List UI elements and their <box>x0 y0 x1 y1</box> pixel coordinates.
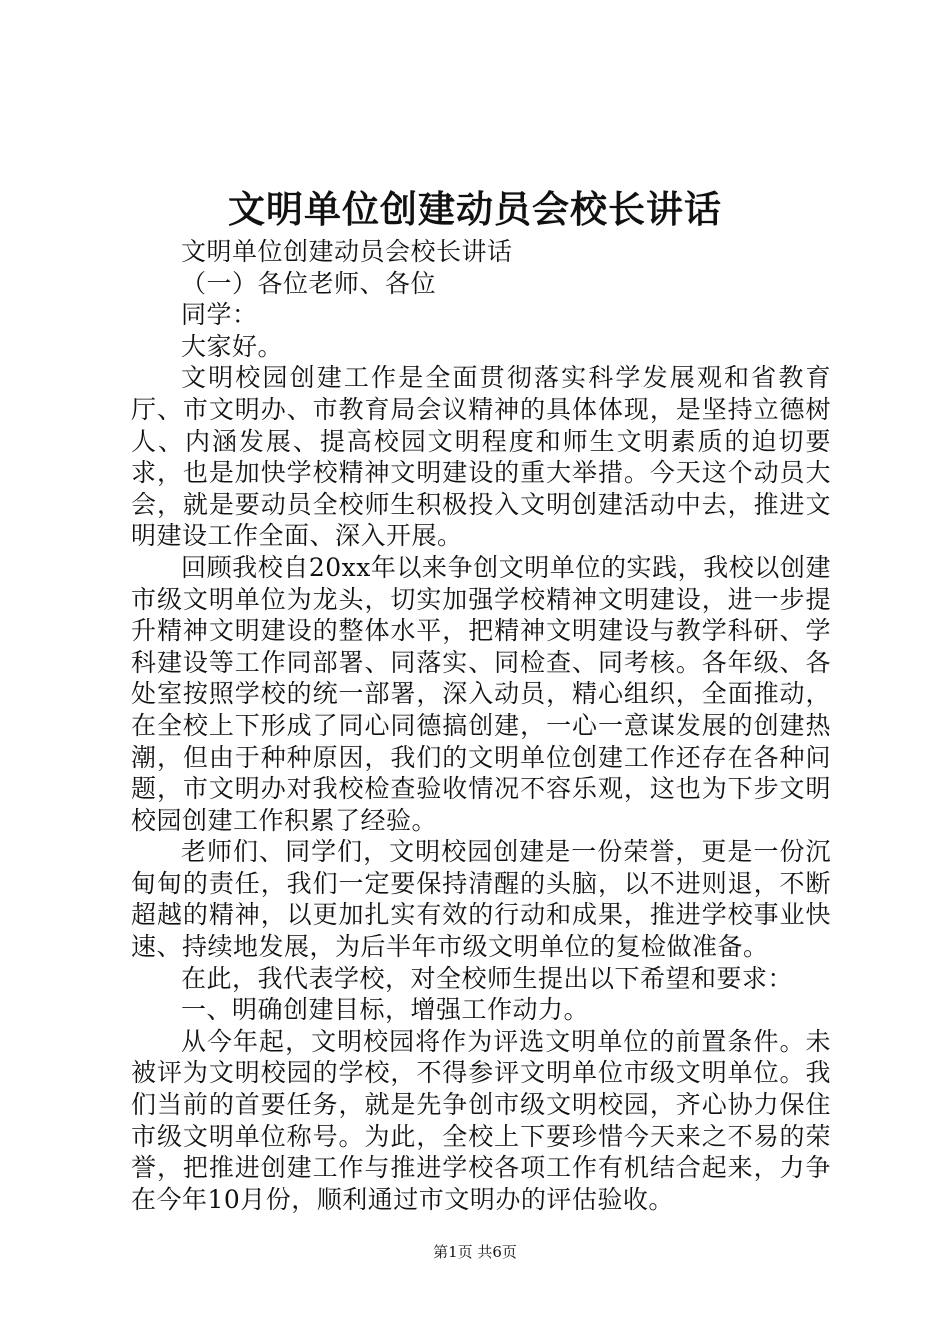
section-heading: 一、明确创建目标，增强工作动力。 <box>181 995 590 1025</box>
paragraph: 文明校园创建工作是全面贯彻落实科学发展观和省教育厅、市文明办、市教育局会议精神的具体体现，是坚持立德树人、内涵发展、提高校园文明程度和师生文明素质的迫切要求，也是加快学校精神文明建设的重大举措。今天这个动员大会，就是要动员全校师生积极投入文明创建活动中去，推进文明建设工作全面、深入开展。 <box>131 363 831 551</box>
page-number: 第1页 共6页 <box>433 1243 517 1261</box>
document-title: 文明单位创建动员会校长讲话 <box>228 187 722 231</box>
document-body <box>131 236 831 1215</box>
paragraph: 从今年起，文明校园将作为评选文明单位的前置条件。未被评为文明校园的学校，不得参评文明单位市级文明单位。我们当前的首要任务，就是先争创市级文明校园，齐心协力保住市级文明单位称号。为此，全校上下要珍惜今天来之不易的荣誉，把推进创建工作与推进学校各项工作有机结合起来，力争在今年10月份，顺利通过市文明办的评估验收。 <box>131 1026 831 1214</box>
paragraph: 回顾我校自20xx年以来争创文明单位的实践，我校以创建市级文明单位为龙头，切实加强学校精神文明建设，进一步提升精神文明建设的整体水平，把精神文明建设与教学科研、学科建设等工作同部署、同落实、同检查、同考核。各年级、各处室按照学校的统一部署，深入动员，精心组织，全面推动，在全校上下形成了同心同德搞创建，一心一意谋发展的创建热潮，但由于种种原因，我们的文明单位创建工作还存在各种问题，市文明办对我校检查验收情况不容乐观，这也为下步文明校园创建工作积累了经验。 <box>131 552 831 835</box>
paragraph-greeting: 大家好。 <box>181 331 284 361</box>
paragraph: 在此，我代表学校，对全校师生提出以下希望和要求： <box>181 963 794 993</box>
paragraph-subtitle: 文明单位创建动员会校长讲话 <box>181 237 513 266</box>
paragraph-salutation-1: （一）各位老师、各位 <box>181 268 437 298</box>
paragraph-salutation-2: 同学： <box>181 300 258 330</box>
paragraph: 老师们、同学们，文明校园创建是一份荣誉，更是一份沉甸甸的责任，我们一定要保持清醒的头脑，以不进则退，不断超越的精神，以更加扎实有效的行动和成果，推进学校事业快速、持续地发展，为后半年市级文明单位的复检做准备。 <box>131 837 831 962</box>
